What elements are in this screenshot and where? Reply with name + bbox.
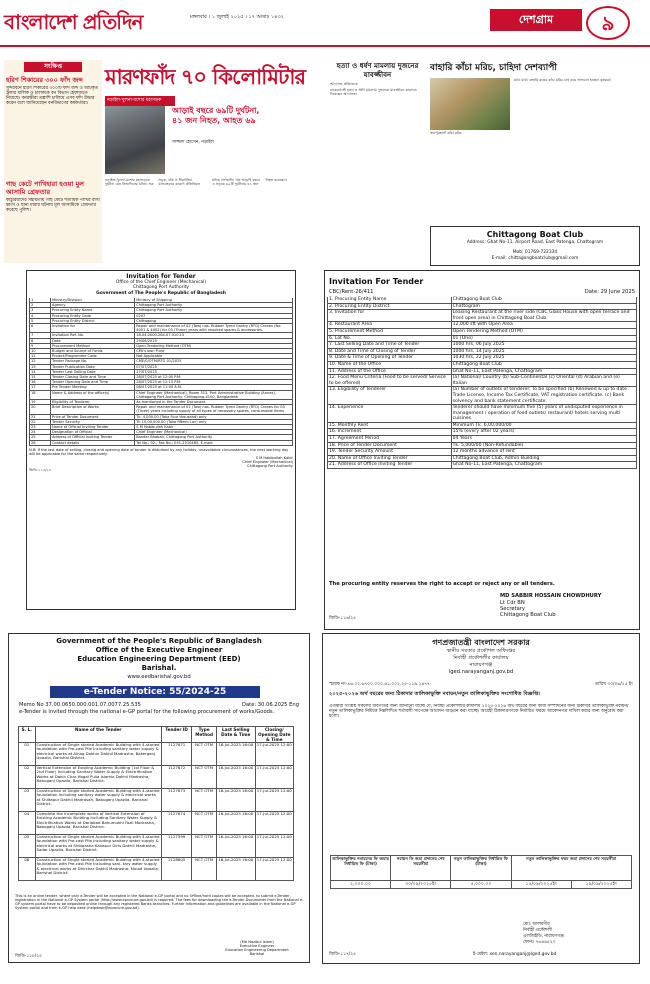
cpa-cell: Procuring Entity Name xyxy=(51,308,135,312)
cpa-cell: S M Habibullah Kabir xyxy=(135,425,293,429)
cbc-row xyxy=(327,355,637,362)
cpa-row xyxy=(29,324,293,333)
sidebar-label: সংক্ষিপ্ত xyxy=(24,62,82,72)
cpa-cell: Open Tendering Method (OTM) xyxy=(135,344,293,348)
eed-row xyxy=(18,858,294,881)
cbc-cell: 19. Tender Security Amount xyxy=(328,449,452,455)
eed-cell: 17-Jul-2025 12:00 xyxy=(256,858,295,880)
lged-col-header: নতুন তালিকাভুক্তির ফরম জমা প্রদানের শেষ সময়সীমা xyxy=(512,856,632,880)
eed-cell: Complete the incomplete works of Vertical Extension of Existing Academic Building Including Sanitary Water Supply & Electrification Works at Dariabad Bahumukhi Fazil Madrasha, Babuganj Upazila, Barishal District. xyxy=(36,812,163,834)
cbc-cell: 15% (every after 02 years) xyxy=(452,429,637,435)
cbc-cell: 13. Eligibility of Tenderer xyxy=(328,387,452,404)
lged-gov: গণপ্রজাতন্ত্রী বাংলাদেশ সরকার xyxy=(432,638,530,647)
cpa-cell: 9 xyxy=(30,344,51,348)
eed-intro: e-Tender is invited through the national e-GP portal for the following procurement of works/Goods. xyxy=(19,709,275,715)
cpa-gov: Government of The People's Republic of Bangladesh xyxy=(96,291,226,296)
cpa-cell: Tender Security xyxy=(51,420,135,424)
eed-signer-title: Executive Engineer xyxy=(239,944,275,948)
eed-col-header: Closing/ Opening Date & Time xyxy=(256,727,295,742)
eed-cell: NCT OTM xyxy=(192,743,217,765)
cbc-cell: 8. Date and Time of Closing of Tender xyxy=(328,349,452,355)
cbc-cell: 1000 hrs, 14 July 2025 xyxy=(452,349,637,355)
tender-cbc xyxy=(324,270,640,630)
eed-cell: 17-Jul-2025 12:00 xyxy=(256,743,295,765)
cpa-title1: Invitation for Tender xyxy=(126,273,196,280)
cpa-code: জিডি-১১৫/২৫ xyxy=(29,468,52,473)
cbc-title: Invitation For Tender xyxy=(329,277,424,286)
cpa-row xyxy=(29,405,293,414)
cbc-cell: 20. Name of Office Inviting Tender xyxy=(328,456,452,462)
eed-col-header: S. L. xyxy=(19,727,36,742)
cpa-cell: Procurement Method xyxy=(51,344,135,348)
cbc-row xyxy=(327,436,637,443)
eed-cell: 1128805 xyxy=(162,858,192,880)
lead-deck: আড়াই বছরে ৬৯টি দুর্ঘটনা, ৪১ জন নিহত, আহত ৬৯ xyxy=(172,106,260,125)
cbc-row xyxy=(327,322,637,329)
cbc-cell: Chattogram xyxy=(452,304,637,310)
cpa-cell: 1 xyxy=(30,298,51,302)
eed-row xyxy=(18,766,294,789)
cbc-row xyxy=(327,387,637,405)
cbc-cell: 12. Food Menu Criteria (Food to be served/ Service to be offered) xyxy=(328,375,452,386)
eed-cell: 02 xyxy=(19,766,36,788)
cbc-signer: MD SABBIR HOSSAIN CHOWDHURY xyxy=(500,593,602,599)
eed-cell: 04 xyxy=(19,812,36,834)
eed-signer: (Md Nazibul Islam) xyxy=(240,940,274,944)
cpa-cell: Ministry of Shipping xyxy=(135,298,293,302)
eed-cell: 01 xyxy=(19,743,36,765)
cpa-note: N.B: If the last date of selling, closing and opening date of tender is disturbed by any holiday, unavoidable circumstances, the next working day will be applicable for the same respectively. xyxy=(29,447,289,456)
cbc-cell: 1030 hrs, 22 July 2025 xyxy=(452,355,637,361)
eed-cell: Vertical Extension of Existing Academic Building (1st Floor & 2nd Floor) Including Sanitary Water Supply & Electrification Works at Dakin Char Hogal Pulia Islamia Dakhil Madrasha, Babuganj Upazila, Barishal District. xyxy=(36,766,163,788)
cpa-signer_org: Chittagong Port Authority xyxy=(247,464,293,469)
eed-signer-city: Barishal xyxy=(249,952,265,956)
cpa-cell: Chief Engineer (Mechanical) xyxy=(135,430,293,434)
lged-body: এতদ্বারা সংশ্লিষ্ট সকলের অবগতির জন্য জানানো যাচ্ছে যে, নির্বাহী প্রকৌশলীর কার্যালয় ২০২৫-২০২৬ অর্থ বছরের জন্য কাজ সম্পাদনের জন্য ঠিকাদার তালিকাভুক্তি নবায়ন/নতুন তালিকাভুক্তির নিমিত্তে নিম্নলিখিত শর্তাবলী সাপেক্ষে আবেদন আহ্বান করা যাচ্ছে। আগ্রহী ঠিকাদারগণকে নির্ধারিত ফরমে আবেদনপত্র দাখিল করার জন্য অনুরোধ করা হলো। xyxy=(329,704,629,720)
lged-phone: ফোনঃ ৭৬৪৬৫২০ xyxy=(523,940,556,945)
cpa-cell: 11 xyxy=(30,354,51,358)
lead-tag: নড়াইল-খুলনা-যশোর মহাসড়ক xyxy=(105,96,175,106)
cbc-cell: 18. Price of Tender Document xyxy=(328,443,452,449)
lged-cell: ৩০/০৯/২০২৫ইং xyxy=(391,881,451,888)
brief-2-title: গাছ কেটে পাখিহারা হওয়া মুল আসামি গ্রেফতার xyxy=(6,180,85,196)
cpa-cell: Name of Official Inviting Tender xyxy=(51,425,135,429)
cbc-cell: (a) Number of outlets of tenderer: To be specified (b) Renewed & up to date Trade License, Income Tax Certificate, VAT registration certificate. (c) Bank solvency and bank statement certificate. xyxy=(452,387,637,404)
lged-table xyxy=(330,855,632,889)
cbc-code: জিডি-১১৬/২৫ xyxy=(329,616,356,621)
cbc-signer-org: Chittagong Boat Club xyxy=(500,612,556,618)
cbc-row xyxy=(327,449,637,456)
cpa-cell: Tk 15,00,000.00 (Taka fifteen Lac) only xyxy=(135,420,293,424)
eed-col-header: Name of the Tender xyxy=(36,727,163,742)
cbc-cell: 14. Experience xyxy=(328,405,452,422)
cpa-cell: Bandar Bhaban, Chittagong Port Authority xyxy=(135,435,293,439)
cpa-cell: Price of Tender Document xyxy=(51,415,135,419)
brief-2-body: কাঠুরিয়াদের সহায়তায় গাছ কেটে শতাধিক পাখির বাসা ধ্বংস ও ছানা মারার ঘটনায় মূল আসামিকে গ্রেফতার করেছে পুলিশ। xyxy=(6,198,100,214)
accident-photo xyxy=(105,96,165,174)
cpa-cell: Project/Programme Code xyxy=(51,354,135,358)
cbc-cell: Chittagong Boat Club xyxy=(452,297,637,303)
cpa-cell: 8 xyxy=(30,339,51,343)
lged-title: ২০২৫-২০২৬ অর্থ বছরের জন্য ঠিকাদার তালিকাভুক্তি নবায়ন/নতুন তালিকাভুক্তির সংশোধিত বিজ্ঞপ্তি। xyxy=(329,691,541,697)
cpa-cell: Budget and Source of Funds xyxy=(51,349,135,353)
eed-cell: Construction of Single storied Academic Building with 4-storied foundation with Pre-cast Pile Including sani- tary water supply & electrical works at Dhirchar Dakhil Madrasha, Mulad Upazila, Barishal District. xyxy=(36,858,163,880)
cpa-cell: 12 xyxy=(30,359,51,363)
cpa-cell: Tender Opening Date and Time xyxy=(51,380,135,384)
cpa-cell: Invitation for xyxy=(51,324,135,332)
cbc-cell: 21. Address of Office Inviting Tender xyxy=(328,462,452,468)
newspaper-logo: বাংলাদেশ প্রতিদিন xyxy=(4,10,143,34)
eed-cell: 16-Jul-2025 16:00 xyxy=(217,835,256,857)
cpa-cell: Agency xyxy=(51,303,135,307)
cpa-cell: 19 xyxy=(30,400,51,404)
cpa-cell: Tk. 4,000.00 (Taka Four thousand) only xyxy=(135,415,293,419)
eed-cell: NCT OTM xyxy=(192,835,217,857)
cpa-cell: Invitation Ref. No. xyxy=(51,333,135,337)
cpa-cell: 15 xyxy=(30,375,51,379)
cpa-cell: 28/07/2025 at 12:00 P.M. xyxy=(135,375,293,379)
eed-row xyxy=(18,812,294,835)
eed-cell: Construction of Single storied Academic Building with 4-storied foundation with Pre-cast Pile Including sanitary water supply & electrical works at Ainag Dakhin Dakhil Madrasha, Bakerganj Upazila, Barishal District. xyxy=(36,743,163,765)
lead-body: নড়াইল-খুলনা-যশোর মহাসড়কে দুর্ঘটনা যেন নিত্যদিনের ঘটনা। সরু সড়ক, বাঁক ও ধীরগতির যানবাহনের কারণে প্রতিনিয়ত ঘটছে প্রাণহানি। গত আড়াই বছরে এ সড়কে ৬৯টি দুর্ঘটনায় ৪১ জন নিহত হয়েছেন। xyxy=(105,178,287,187)
cbc-cell: 17. Agreement Period xyxy=(328,436,452,442)
cpa-cell: Procuring Entity Code xyxy=(51,314,135,318)
eed-header-row xyxy=(18,726,294,743)
eed-row xyxy=(18,743,294,766)
cpa-table xyxy=(29,298,293,472)
cpa-signer: S M Habibullah Kabir xyxy=(255,456,293,461)
cpa-cell: 14 xyxy=(30,370,51,374)
chili-photo xyxy=(430,78,510,130)
cpa-cell: Name & Address of the office(s) xyxy=(51,391,135,399)
cbc-cell: 5. Procurement Method xyxy=(328,329,452,335)
cbc-signer-rank: Lt Cdr BN xyxy=(500,600,525,606)
cbc-cell: 7. Last Selling Date and Time of Tender xyxy=(328,342,452,348)
eed-signer-org: Education Engineering Department xyxy=(225,948,289,952)
lged-signer-org: এলজিইডি, নারায়ণগঞ্জ xyxy=(523,934,564,939)
cpa-cell: As mentioned in the Tender Document xyxy=(135,400,293,404)
cpa-cell: Not Applicable xyxy=(135,354,293,358)
lged-cell: ৫,০০০.০০ xyxy=(451,881,511,888)
cpa-cell: 5 xyxy=(30,319,51,323)
cpa-cell: 27/07/2025 xyxy=(135,370,293,374)
cbc-cell: 1000 hrs, 06 July 2025 xyxy=(452,342,637,348)
cbc-cell: 01 (One) xyxy=(452,336,637,342)
eed-cell: 1127673 xyxy=(162,789,192,811)
cbc-address: Address: Ghat No-11, Airport Road, East Patenga, Chattogram xyxy=(466,240,604,245)
cpa-cell: Chief Engineer (Mechanical), Room 313, Port Administrative Building (Annex), Chittagong Port Authority, Chittagong-4100, Bangladesh xyxy=(135,391,293,399)
eed-cell: 17-Jul-2025 12:00 xyxy=(256,789,295,811)
eed-cell: 1127671 xyxy=(162,743,192,765)
cbc-cell: Leasing Restaurant at the river side (CBC Glass House with open terrace and front open area) in Chittagong Boat Club. xyxy=(452,310,637,321)
lged-cell: ২,০০০.০০ xyxy=(331,881,391,888)
eed-col-header: Type Method xyxy=(192,727,217,742)
cpa-cell: 16 xyxy=(30,380,51,384)
eed-cell: 17-Jul-2025 12:00 xyxy=(256,835,295,857)
cpa-cell: 28/07/2025 at 12:15 P.M. xyxy=(135,380,293,384)
cbc-row xyxy=(327,462,637,469)
lged-col-header: নবায়ন ফি জমা প্রদানের শেষ সময়সীমা xyxy=(391,856,451,880)
eed-cell: NCT OTM xyxy=(192,789,217,811)
story3-body: মাঠে মাঠে বাহারি রঙের কাঁচা মরিচ চাষ করে লাভবান হচ্ছেন কৃষকরা। xyxy=(514,78,612,82)
cbc-cell: Open Tendering Method (OTM) xyxy=(452,329,637,335)
cpa-cell: Tender Package No. xyxy=(51,359,135,363)
cpa-title3: Chittagong Port Authority xyxy=(132,285,190,290)
cbc-cell: 10. Name of the Office xyxy=(328,362,452,368)
cbc-cell: 16. Increment xyxy=(328,429,452,435)
cpa-cell: Tel No.: 02-, Fax No.: 031-2510485, E-mail: xyxy=(135,441,293,445)
cpa-cell: Chittagong xyxy=(135,319,293,323)
cpa-cell: 10 xyxy=(30,349,51,353)
lged-memo: স্মারক নং-৪৬.০২.৬৭০০.০০০.৬১.০০২.২৫-১১৯.১৪৭৭ xyxy=(329,682,430,687)
cpa-cell: 7 xyxy=(30,333,51,337)
cbc-cell: 04 Years xyxy=(452,436,637,442)
cbc-cell: Tk. 5,000/00 (Non-Refundable) xyxy=(452,443,637,449)
cbc-row xyxy=(327,342,637,349)
cpa-cell: 08/07/2025 at 11:00 A.M. xyxy=(135,385,293,389)
cpa-cell: 2 xyxy=(30,303,51,307)
eed-table xyxy=(18,726,294,881)
cbc-ref: CBC/Rent-26/411 xyxy=(329,289,374,295)
lged-cell: ১৫/০৯/২০২৫ইং xyxy=(512,881,572,888)
eed-office: Office of the Executive Engineer xyxy=(95,646,223,654)
cpa-cell: Pre Tender Meeting xyxy=(51,385,135,389)
eed-cell: 16-Jul-2025 16:00 xyxy=(217,789,256,811)
eed-cell: 16-Jul-2025 16:00 xyxy=(217,743,256,765)
lged-signer: মোঃ আলমগীর xyxy=(523,922,550,927)
cpa-cell: CPA's own Fund xyxy=(135,349,293,353)
lead-headline: মারণফাঁদ ৭০ কিলোমিটার xyxy=(105,65,306,89)
cpa-row xyxy=(29,391,293,400)
dateline: মঙ্গলবার । ১ জুলাই ২০২৫ । ১৭ আষাঢ় ১৪৩২ xyxy=(190,14,284,20)
cbc-table xyxy=(327,297,637,469)
cpa-cell: Designation of Official xyxy=(51,430,135,434)
eed-notice-banner: e-Tender Notice: 55/2024-25 xyxy=(50,686,260,698)
story3-headline: বাহারি কাঁচা মরিচ, চাহিদা দেশব্যাপী xyxy=(430,63,557,73)
cpa-cell: CME/0/OTM/RTG-01/2025 xyxy=(135,359,293,363)
eed-cell: Construction of Single storied Academic Building with 4-storied foundation with Pre-cast Pile Including sanitary water supply & electrical works at Shibpasha Kanapur Girls Dakhil Madrasha, Sadar Upazila, Barishal District. xyxy=(36,835,163,857)
cbc-row xyxy=(327,405,637,423)
tender-cpa xyxy=(26,270,296,610)
eed-cell: NCT OTM xyxy=(192,812,217,834)
cpa-cell: Brief Description of Works xyxy=(51,405,135,413)
cpa-cell: 17 xyxy=(30,385,51,389)
cpa-cell: 13 xyxy=(30,365,51,369)
lged-code: জিডি-১১৭/২৫ xyxy=(329,952,356,957)
cpa-cell: Tender Last Selling Date xyxy=(51,370,135,374)
brief-1-title: হরিণ শিকারের ৩০০ ফাঁদ জব্দ xyxy=(6,76,83,84)
lged-signer-title: নির্বাহী প্রকৌশলী xyxy=(523,928,553,933)
lged-col-header: তালিকাভুক্তির নবায়নের ফি জমার নির্ধারিত ফি (টাকা) xyxy=(331,856,391,880)
lged-header-row xyxy=(330,855,632,881)
story2-byline: আদালত প্রতিবেদক xyxy=(330,82,358,86)
eed-cell: 16-Jul-2025 16:00 xyxy=(217,858,256,880)
eed-web: www.eedbarishal.gov.bd xyxy=(127,674,191,680)
cpa-cell: 21 xyxy=(30,415,51,419)
cbc-cell: 15. Monthly Rent xyxy=(328,423,452,429)
story2-headline: হত্যা ও ধর্ষণ মামলায় দুজনের যাবজ্জীবন xyxy=(336,62,419,79)
lged-web: lged.narayanganj.gov.bd xyxy=(448,669,514,675)
eed-city: Barishal. xyxy=(141,664,177,672)
cbc-header-box xyxy=(430,226,640,266)
cbc-cell: 12,000 sft with Open Area xyxy=(452,322,637,328)
story3-caption: জয়পুরহাটে কাঁচা মরিচ xyxy=(430,131,462,135)
cpa-row xyxy=(29,441,293,446)
cpa-cell: Address of Official Inviting Tender xyxy=(51,435,135,439)
cbc-mobile: Mob: 01769-722334 xyxy=(512,250,558,255)
cbc-cell: 4. Restaurant Area xyxy=(328,322,452,328)
cpa-cell: 3 xyxy=(30,308,51,312)
cbc-signer-title: Secretary xyxy=(500,606,525,612)
cbc-row xyxy=(327,310,637,322)
masthead xyxy=(0,0,650,47)
lged-col-header: নতুন তালিকাভুক্তির নির্ধারিত ফি (টাকা) xyxy=(451,856,511,880)
cbc-cell: 12 months advance of rent xyxy=(452,449,637,455)
eed-cell: Construction of Single storied Academic Building with 4-storied foundation Including sanitary water supply & electrical works at Shiltapur Dakhil Madrasah, Babuganj Upazila, Barishal District. xyxy=(36,789,163,811)
eed-col-header: Last Selling Date & Time xyxy=(217,727,256,742)
cbc-cell: 1. Procuring Entity Name xyxy=(328,297,452,303)
page-number: ৯ xyxy=(586,6,630,40)
cpa-cell: 6 xyxy=(30,324,51,332)
eed-cell: 06 xyxy=(19,858,36,880)
cbc-org: Chittagong Boat Club xyxy=(486,230,584,239)
eed-cell: NCT OTM xyxy=(192,858,217,880)
cbc-row xyxy=(327,362,637,369)
eed-cell: 05 xyxy=(19,835,36,857)
cpa-cell: 24 xyxy=(30,430,51,434)
eed-cell: 16-Jul-2025 16:00 xyxy=(217,812,256,834)
cpa-cell: Repair and maintenance of 02 (Two) nos. Rubber Tyred Gantry (RTG) Cranes (No. 4001 & 4002) for 03 (Three) years with required spares & accessories. xyxy=(135,324,293,332)
cbc-cell: Minimum Tk. 6,00,000/00 xyxy=(452,423,637,429)
cpa-cell: 20 xyxy=(30,405,51,413)
cbc-row xyxy=(327,375,637,387)
cbc-cell: Chittagong Boat Club xyxy=(452,362,637,368)
eed-cell: 16-Jul-2025 16:00 xyxy=(217,766,256,788)
eed-cell: 1127672 xyxy=(162,766,192,788)
cbc-row xyxy=(327,329,637,336)
cpa-cell: 22 xyxy=(30,420,51,424)
story2-body: বাকেরগঞ্জে হত্যা ও ধর্ষণ মামলায় দুজনকে যাবজ্জীবন কারাদণ্ড দিয়েছেন আদালত। xyxy=(330,88,417,97)
cbc-row xyxy=(327,297,637,304)
eed-cell: NCT OTM xyxy=(192,766,217,788)
cpa-cell: 18 xyxy=(30,391,51,399)
cpa-cell: 18.04.0000.264.07.010.15 xyxy=(135,333,293,337)
eed-date: Date: 30.06.2025 Eng xyxy=(241,702,299,708)
cpa-cell: Ministry/Division xyxy=(51,298,135,302)
section-label: দেশগ্রাম xyxy=(490,9,582,31)
cbc-cell: Chittagong Boat Club, Admin Building xyxy=(452,456,637,462)
cpa-cell: Tender Publication Date xyxy=(51,365,135,369)
lged-office: নির্বাহী প্রকৌশলীর কার্যালয় xyxy=(453,655,509,661)
cpa-cell: Procuring Entity District xyxy=(51,319,135,323)
cpa-cell: Chittagong Port Authority xyxy=(135,308,293,312)
cpa-cell: Repair and maintenance of 02 (Two) nos. Rubber Tyred Gantry (RTG) Cranes for 03 (Three) years including supply of all types of necessary spares, consumable items xyxy=(135,405,293,413)
lged-cell: ১৯/০৯/২০২৫ইং xyxy=(572,881,632,888)
cbc-footer: The procuring entity reserves the right to accept or reject any or all tenders. xyxy=(329,581,555,587)
lged-date: তারিখ ৩০/০৬/২৫ ইং xyxy=(594,682,633,687)
lged-notice xyxy=(322,633,640,964)
cbc-cell: 9. Date & Time of Opening of Tender xyxy=(328,355,452,361)
cbc-cell: 11. Address of the Office xyxy=(328,369,452,375)
eed-row xyxy=(18,835,294,858)
cpa-cell: Contact details xyxy=(51,441,135,445)
cbc-cell: 3. Invitation for xyxy=(328,310,452,321)
cpa-cell: 29/06/2025 xyxy=(135,339,293,343)
cpa-cell: 25 xyxy=(30,435,51,439)
cbc-cell: Tenderer should have minimum five (5) years of undisputed experience in management / operation of food outlets/ restaurant/ hotels serving multi cuisines. xyxy=(452,405,637,422)
cpa-cell: 0207 xyxy=(135,314,293,318)
cbc-cell: 6. Lot No. xyxy=(328,336,452,342)
eed-cell: 1127599 xyxy=(162,835,192,857)
eed-code: জিডি-১১৮/২৫ xyxy=(15,954,42,959)
cpa-cell: Eligibility of Tenderer xyxy=(51,400,135,404)
eed-col-header: Tender ID xyxy=(162,727,192,742)
lged-row xyxy=(330,881,632,889)
cpa-cell: 23 xyxy=(30,425,51,429)
eed-cell: 17-Jul-2025 12:00 xyxy=(256,766,295,788)
eed-cell: 03 xyxy=(19,789,36,811)
cbc-cell: Ghat No-11, East Patenga, Chattogram xyxy=(452,369,637,375)
eed-dept: Education Engineering Department (EED) xyxy=(77,655,241,663)
eed-gov: Government of the People's Republic of Bangladesh xyxy=(56,637,262,645)
eed-footer: This is an online tender, where only e-Tender will be accepted in the National e-GP portal and no Offline/hard copies will be accepted. to submit e-Tender, registration in the National e-GP System portal (http://www.eprocure.gov.bd) is required. The fees for downloading the e-Tender Documents from the National e-GP system portal have to be deposited online through any registered Banks branches. Further information and guidelines are available in the National e-GP System portal and from e-GP help desk (helpdesk@eprocure.gov.bd). xyxy=(15,894,304,911)
brief-1-body: সুন্দরবনে হরিণ শিকারের ৩০০টি ফাঁদ জব্দ ও আটকৃত ট্রলার মালিক ও চালককে বন বিভাগ হেফাজতে নিয়েছে। বনরক্ষীরা তল্লাশি চালিয়ে এসব ফাঁদ উদ্ধার করেন বলে জানিয়েছেন বনবিভাগের কর্মকর্তারা। xyxy=(6,86,98,107)
cbc-cell: (a) National/ Country (b) Sub-Continental (c) Oriental (d) Arabian and (e) Italian xyxy=(452,375,637,386)
eed-cell: 1127674 xyxy=(162,812,192,834)
cpa-cell: Tender Closing Date and Time xyxy=(51,375,135,379)
eed-cell: 17-Jul-2025 12:00 xyxy=(256,812,295,834)
lged-email: ই-মেইল: xen.narayanganj@lged.gov.bd xyxy=(473,952,557,957)
lged-dept: স্থানীয় সরকার প্রকৌশল অধিদপ্তর xyxy=(446,648,516,654)
cbc-cell: 2. Procuring Entity District xyxy=(328,304,452,310)
lged-city: নারায়ণগঞ্জ xyxy=(469,662,493,668)
lead-byline: সাজ্জাদ হোসেন, নড়াইল xyxy=(172,140,214,145)
cpa-title2: Office of the Chief Engineer (Mechanical) xyxy=(115,280,207,285)
cbc-date: Date: 29 June 2025 xyxy=(584,289,635,295)
cpa-cell: 07/07/2025 xyxy=(135,365,293,369)
eed-row xyxy=(18,789,294,812)
eed-memo: Memo No 37.00.0650.000.001.07.0077.25.535 xyxy=(19,702,141,708)
cbc-cell: Ghat No-11, East Patenga, Chattogram xyxy=(452,462,637,468)
cpa-cell: 4 xyxy=(30,314,51,318)
cpa-signer_title: Chief Engineer (Mechanical) xyxy=(242,460,293,465)
cpa-cell: Chittagong Port Authority xyxy=(135,303,293,307)
cbc-email: E-mail: chittagongboatclub@gmail.com xyxy=(491,256,579,261)
cpa-cell: 26 xyxy=(30,441,51,445)
cpa-cell: Date xyxy=(51,339,135,343)
